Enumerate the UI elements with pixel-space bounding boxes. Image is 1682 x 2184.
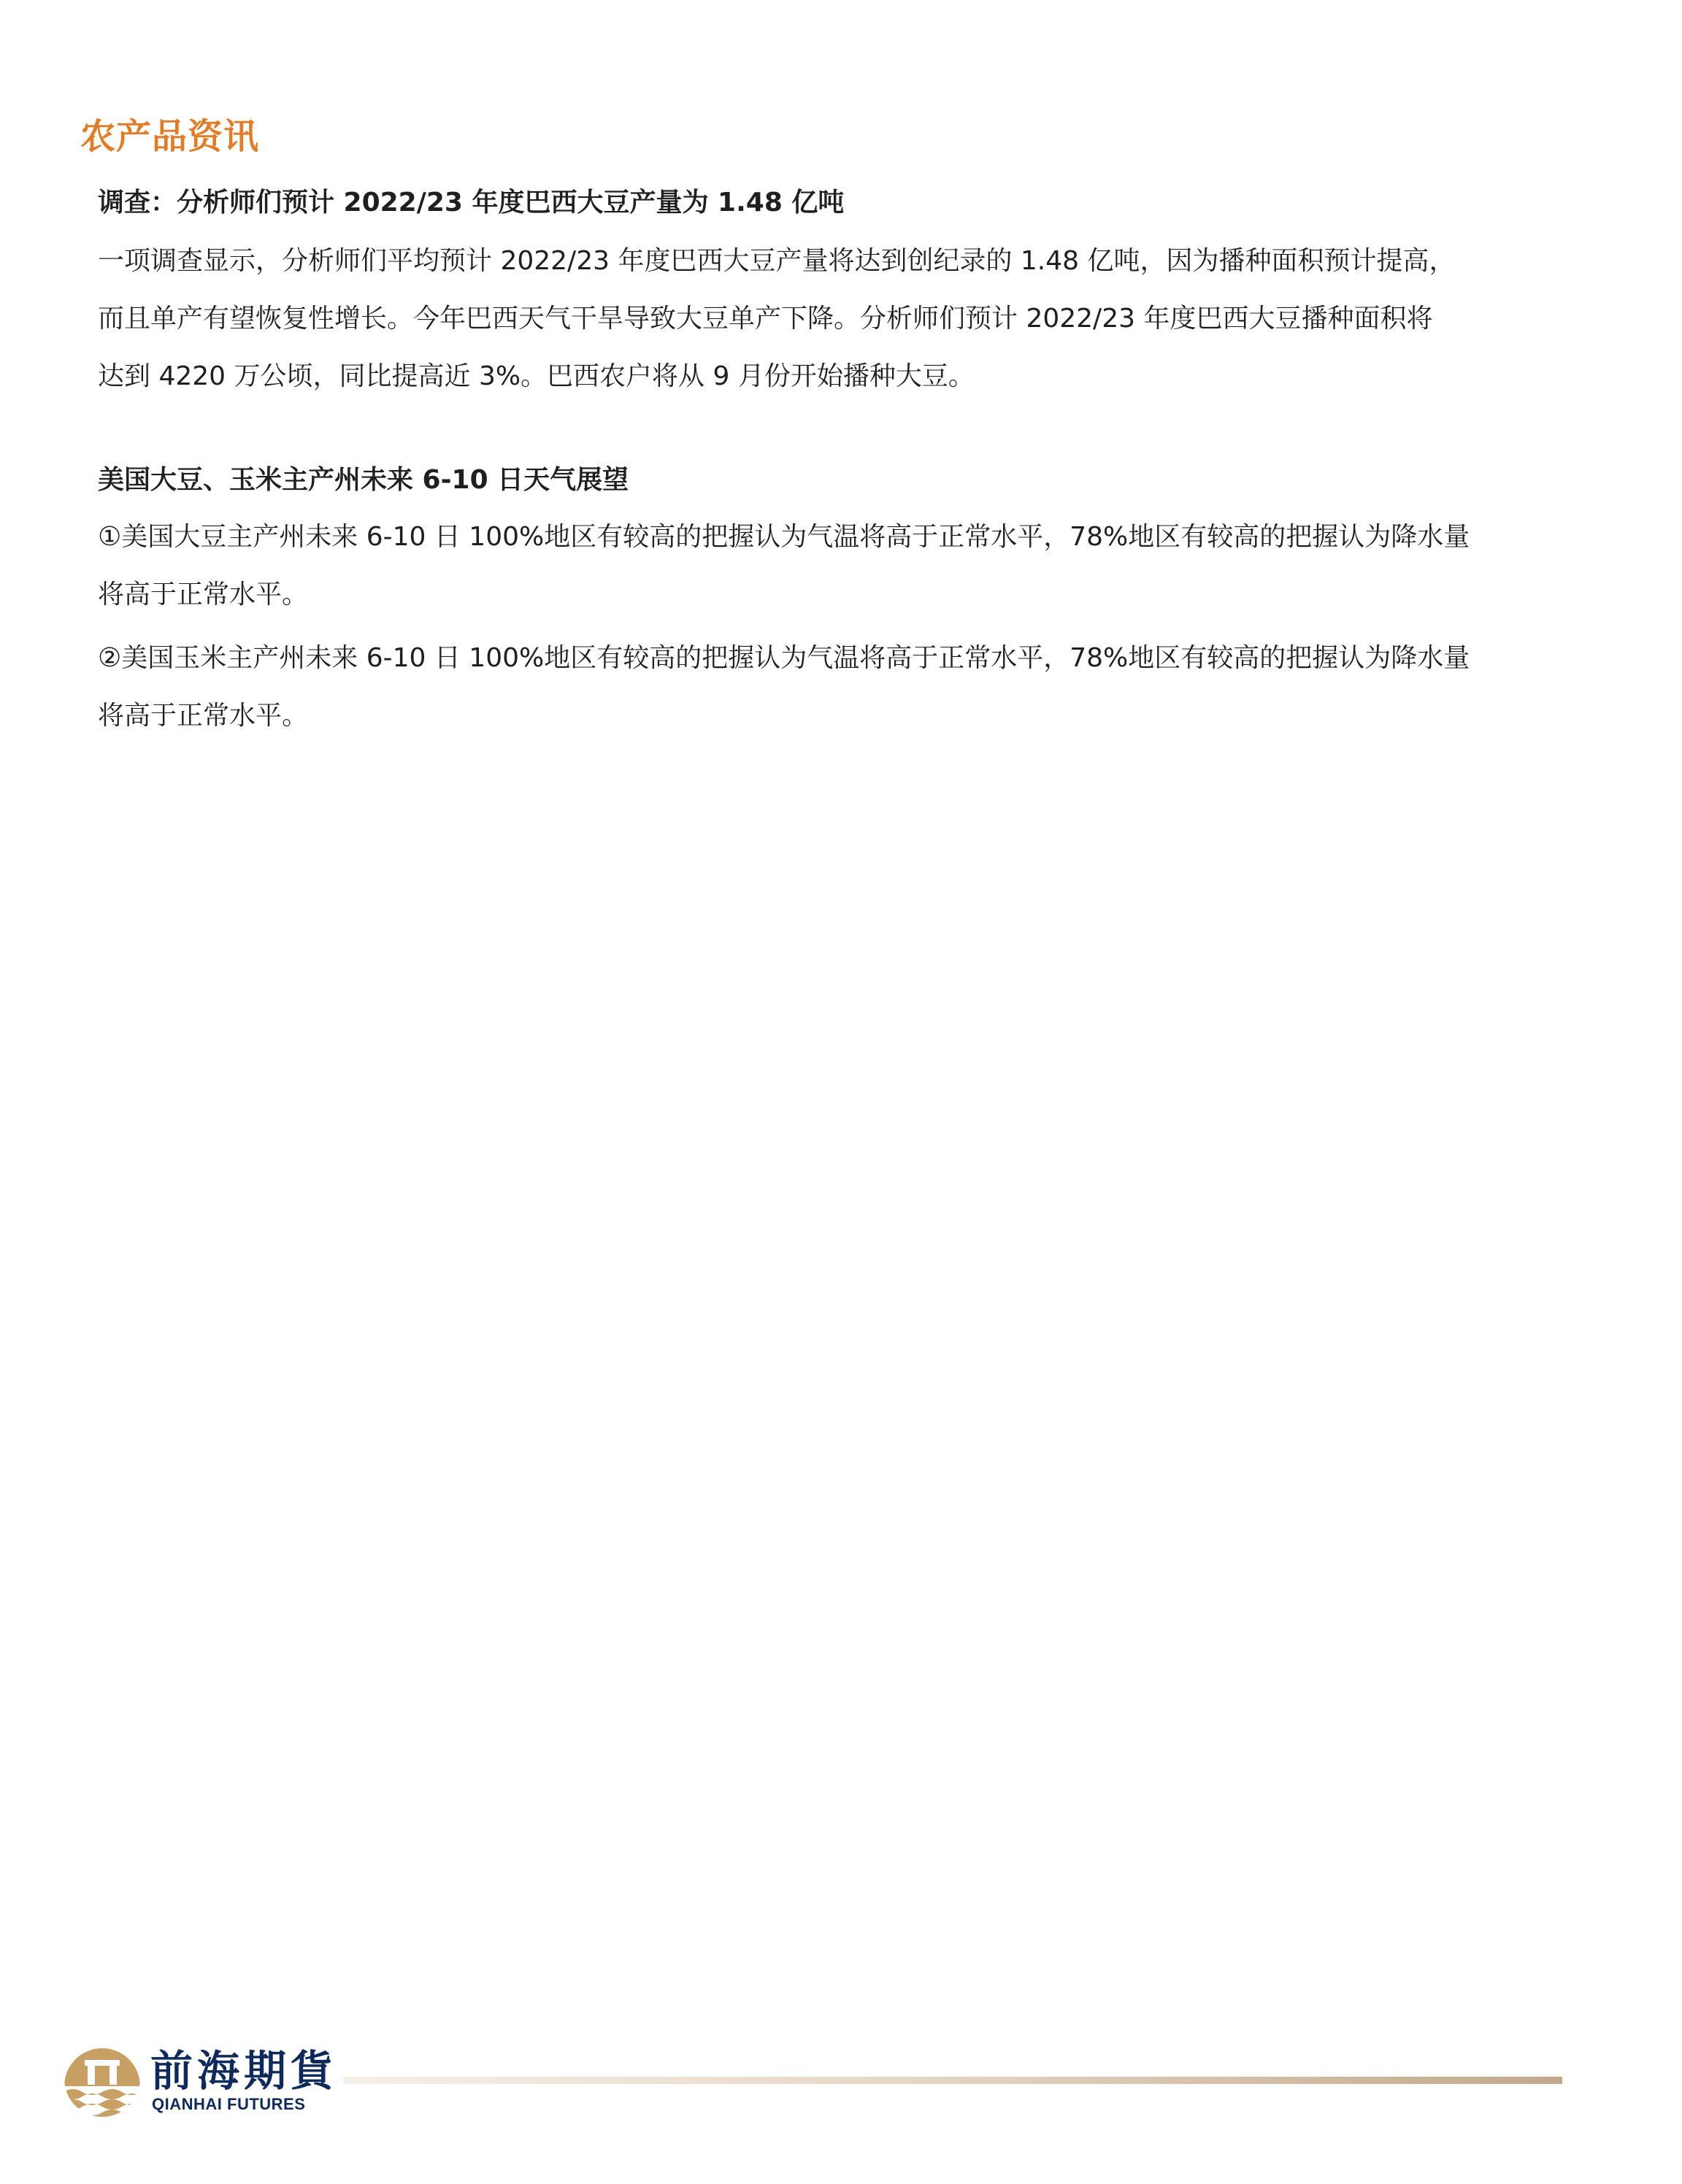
article-body-line: ②美国玉米主产州未来 6-10 日 100%地区有较高的把握认为气温将高于正常水平，78%地区有较高的把握认为降水量: [98, 643, 1470, 673]
article-body-line: 达到 4220 万公顷，同比提高近 3%。巴西农户将从 9 月份开始播种大豆。: [98, 361, 975, 391]
article-body: [98, 232, 1558, 405]
article-item-corn: [98, 629, 1558, 745]
article-headline: 调查：分析师们预计 2022/23 年度巴西大豆产量为 1.48 亿吨: [98, 188, 845, 218]
article-headline: 美国大豆、玉米主产州未来 6-10 日天气展望: [98, 465, 629, 495]
qianhai-logo-icon: [63, 2039, 142, 2118]
article-body-line: 而且单产有望恢复性增长。今年巴西天气干旱导致大豆单产下降。分析师们预计 2022/23 年度巴西大豆播种面积将: [98, 304, 1433, 334]
article-body-line: ①美国大豆主产州未来 6-10 日 100%地区有较高的把握认为气温将高于正常水平，78%地区有较高的把握认为降水量: [98, 522, 1470, 552]
article-body-line: 将高于正常水平。: [98, 580, 309, 610]
article-body-line: 将高于正常水平。: [98, 701, 309, 731]
article-body-line: 一项调查显示，分析师们平均预计 2022/23 年度巴西大豆产量将达到创纪录的 1.48 亿吨，因为播种面积预计提高，: [98, 246, 1456, 276]
news-article-brazil-soybean: [98, 181, 1558, 405]
logo-chinese-name: 前海期貨: [150, 2046, 338, 2096]
article-item-soybean: [98, 508, 1558, 623]
section-title: 农产品资讯: [80, 116, 260, 157]
logo-english-name: QIANHAI FUTURES: [152, 2095, 306, 2113]
footer-divider: [343, 2077, 1562, 2084]
news-article-us-weather: [98, 458, 1558, 745]
company-logo: [63, 2034, 338, 2129]
